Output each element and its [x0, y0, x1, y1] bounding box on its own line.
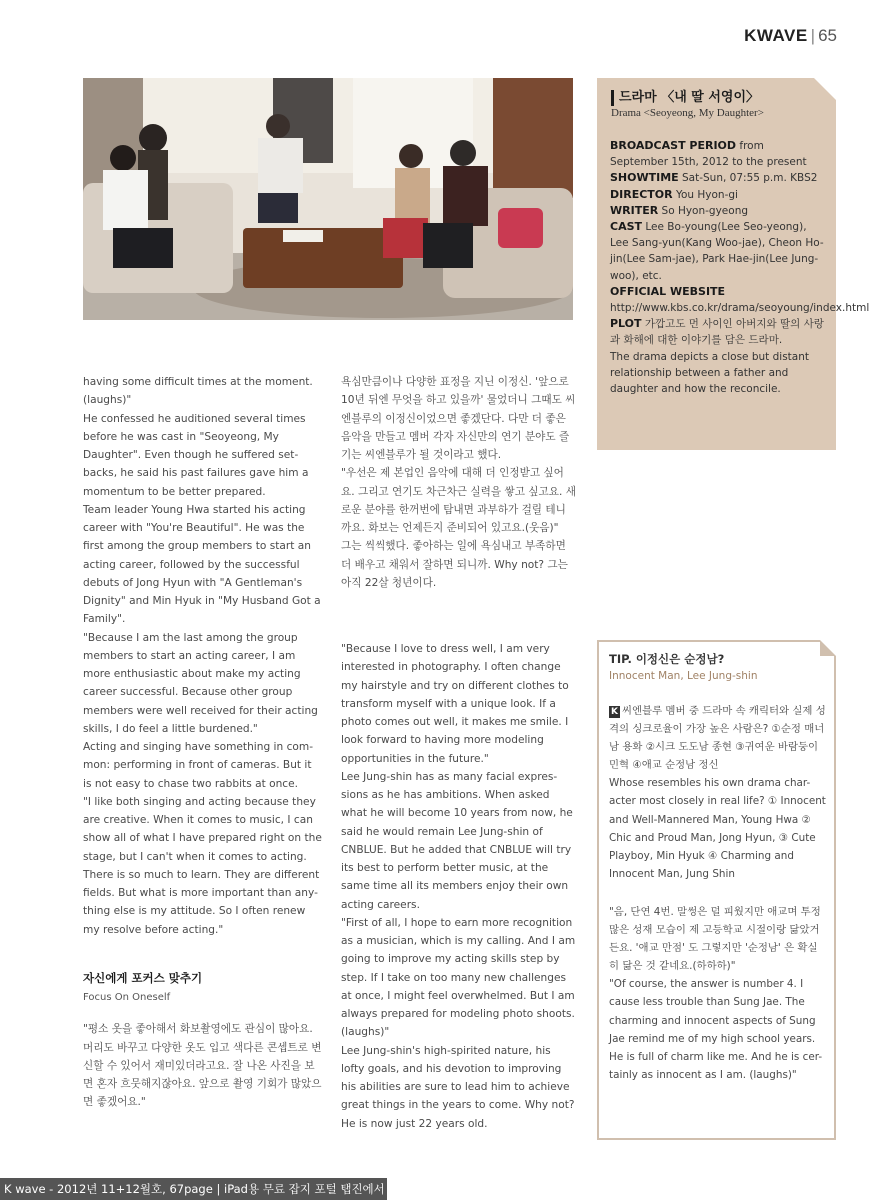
article-column-2-bottom — [341, 640, 576, 1133]
cast-photo-illustration — [83, 78, 573, 320]
plot-korean: 가깝고도 먼 사이인 아버지와 딸의 사랑과 화해에 대한 이야기를 담은 드라마. — [610, 318, 824, 347]
paragraph: "Because I love to dress well, I am very interested in photography. I often change my hairstyle and try on different clothes to transform myself with a unique look. If a photo comes out well, it makes me smile. I look forward to having more modeling opportunities in the future." — [341, 643, 569, 765]
director-value: You Hyon-gi — [672, 188, 738, 201]
section-heading-korean: 자신에게 포커스 맞추기 — [83, 970, 203, 985]
paragraph: having some difficult times at the moment. (laughs)" — [83, 376, 313, 407]
writer-value: So Hyon-gyeong — [658, 204, 749, 217]
paragraph: 그는 씩씩했다. 좋아하는 일에 욕심내고 부족하면 더 배우고 채워서 잘하면 되니까. Why not? 그는 아직 22살 청년이다. — [341, 540, 568, 589]
broadcast-label: BROADCAST PERIOD — [610, 139, 737, 152]
tip-question-english: Whose resembles his own drama char-acter most closely in real life? ① Innocent and Well-Mannered Man, Young Hwa ② Chic and Proud Man, Jong Hyun, ③ Cute Playboy, Min Hyuk ④ Charming and Innocent Man, Jung Shin — [609, 777, 826, 880]
info-title — [611, 90, 831, 119]
paragraph: "First of all, I hope to earn more recognition as a musician, which is my calling. And I am going to improve my acting skills step by step. If I take on too many new challenges at once, I might feel overwhelmed. But I am always prepared for modeling photo shoots. (laughs)" — [341, 916, 576, 1039]
section-heading-english: Focus On Oneself — [83, 992, 171, 1003]
tip-title-english: Innocent Man, Lee Jung-shin — [609, 670, 758, 682]
paragraph: Lee Jung-shin's high-spirited nature, his lofty goals, and his devotion to improving his abilities are sure to lead him to achieve great things in the years to come. Why not? He is now just 22 years old. — [341, 1044, 575, 1130]
paragraph: Acting and singing have something in com-mon: performing in front of cameras. But it is not easy to chase two rabbits at once. — [83, 741, 314, 790]
tip-title — [609, 650, 824, 685]
tip-answer-english: "Of course, the answer is number 4. I cause less trouble than Sung Jae. The charming and innocent aspects of Sung Jae remind me of my high school years. He is full of charm like me. And he is cer-tainly as innocent as I am. (laughs)" — [609, 978, 823, 1081]
page-number: 65 — [818, 26, 837, 45]
masthead — [744, 26, 837, 46]
source-footer: K wave - 2012년 11+12월호, 67page | iPad용 무료 잡지 포털 탭진에서 스크랩 — [0, 1178, 387, 1200]
paragraph: He confessed he auditioned several times before he was cast in "Seoyeong, My Daughter". Even though he suffered set-backs, he said his past failures gave him a momentum to be better prepared. — [83, 412, 309, 498]
website-label: OFFICIAL WEBSITE — [610, 284, 726, 298]
plot-label: PLOT — [610, 317, 642, 331]
paragraph: "평소 옷을 좋아해서 화보촬영에도 관심이 많아요. 머리도 바꾸고 다양한 옷도 입고 색다른 콘셉트로 변신할 수 있어서 재미있더라고요. 잘 나온 사진을 보면 혼자 흐뭇해지잖아요. 앞으로 촬영 기회가 많았으면 좋겠어요." — [83, 1023, 322, 1109]
director-label: DIRECTOR — [610, 187, 673, 201]
plot-english: The drama depicts a close but distant relationship between a father and daughter and how the reconcile. — [610, 350, 809, 396]
drama-info-box — [597, 78, 870, 450]
masthead-separator: | — [810, 26, 816, 45]
paragraph: "I like both singing and acting because they are creative. When it comes to music, I can show all of what I have prepared right on the stage, but I can't when it comes to acting. There is so much to learn. They are different fields. But what is more important than any-thing else is my attitude. So I often renew my resolve before acting." — [83, 795, 322, 936]
website-value: http://www.kbs.co.kr/drama/seoyoung/index.html — [610, 302, 870, 315]
cast-value: Lee Bo-young(Lee Seo-yeong), Lee Sang-yun(Kang Woo-jae), Cheon Ho-jin(Lee Sam-jae), Park Hae-jin(Lee Jung-woo), etc. — [610, 221, 824, 282]
cast-photo — [83, 78, 573, 320]
article-column-2-top — [341, 373, 576, 592]
tip-title-korean: TIP. 이정신은 순정남? — [609, 652, 725, 666]
tip-box — [597, 640, 836, 1140]
tip-answer-korean: "음, 단연 4번. 말썽은 덜 피웠지만 애교며 투정 많은 성재 모습이 제 고등학교 시절이랑 닮았거든요. '애교 만점' 도 그렇지만 '순정남' 은 확실히 닮은 것 같네요.(하하하)" — [609, 905, 821, 973]
info-title-english: Drama <Seoyeong, My Daughter> — [611, 107, 764, 119]
paragraph: "우선은 제 본업인 음악에 대해 더 인정받고 싶어요. 그리고 연기도 차근차근 실력을 쌓고 싶고요. 새로운 분야를 한꺼번에 탐내면 과부하가 걸릴 테니까요. 화보는 언제든지 준비되어 있고요.(웃음)" — [341, 467, 576, 534]
paragraph: Team leader Young Hwa started his acting career with "You're Beautiful". He was the first among the group members to start an acting career, followed by the successful debuts of Jong Hyun with "A Gentleman's Dignity" and Min Hyuk in "My Husband Got a Family". — [83, 503, 321, 626]
cast-label: CAST — [610, 220, 643, 234]
section-heading — [83, 969, 323, 1007]
paragraph: Lee Jung-shin has as many facial expres-sions as he has ambitions. When asked what he will become 10 years from now, he said he would remain Lee Jung-shin of CNBLUE. But he added that CNBLUE will try its best to perform better music, at the same time all its members enjoy their own acting careers. — [341, 770, 573, 911]
paragraph: "Because I am the last among the group members to start an acting career, I am more enthusiastic about make my acting career successful. Because other group members were well received for their acting skills, I do feel a little burdened." — [83, 631, 318, 735]
magazine-brand: KWAVE — [744, 26, 808, 45]
writer-label: WRITER — [610, 203, 659, 217]
article-column-1 — [83, 373, 323, 1112]
tip-body — [609, 702, 827, 1084]
broadcast-value: from September 15th, 2012 to the present — [610, 140, 807, 169]
tip-question-korean: 씨엔블루 멤버 중 드라마 속 캐릭터와 실제 성격의 싱크로율이 가장 높은 사람은? ①순정 매너남 용화 ②시크 도도남 종현 ③귀여운 바람둥이 민혁 ④애교 순정남 정신 — [609, 705, 826, 772]
showtime-label: SHOWTIME — [610, 171, 679, 185]
info-body — [610, 138, 870, 397]
k-badge: K — [611, 707, 618, 717]
showtime-value: Sat-Sun, 07:55 p.m. KBS2 — [678, 172, 818, 185]
info-title-korean: 드라마 〈내 딸 서영이〉 — [611, 90, 831, 106]
paragraph: 욕심만큼이나 다양한 표정을 지닌 이정신. '앞으로 10년 뒤엔 무엇을 하고 있을까' 물었더니 그때도 씨엔블루의 이정신이었으면 좋겠단다. 다만 더 좋은 음악을 만들고 멤버 각자 자신만의 연기 분야도 즐기는 씨엔블루가 될 것이라고 했다. — [341, 376, 576, 461]
